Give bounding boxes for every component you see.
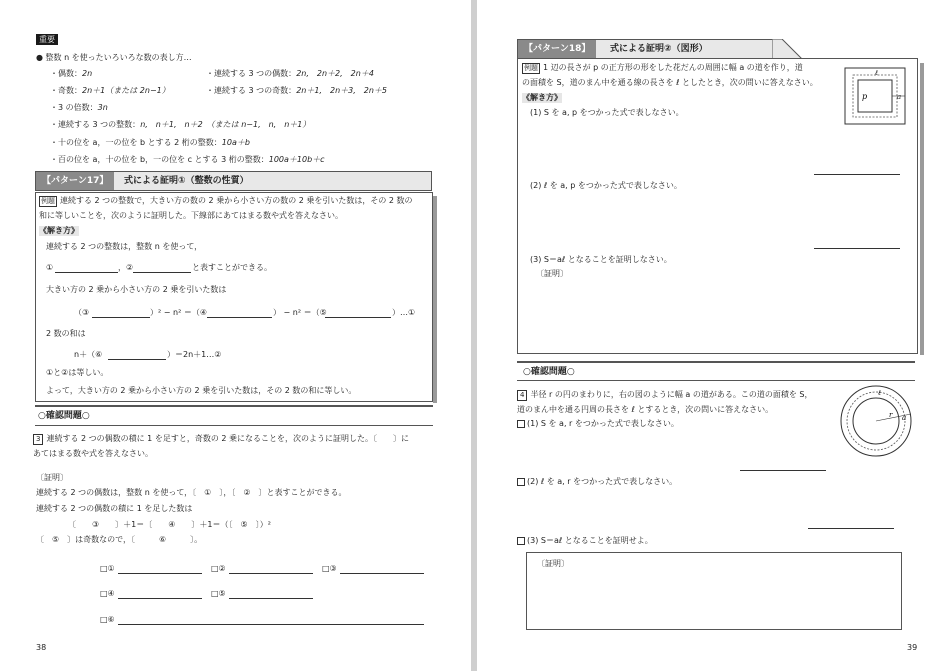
label-p: p [862,92,868,101]
answer-blank-1[interactable] [814,174,900,175]
circle-path-figure [837,384,917,460]
label-a: a [902,414,907,422]
example-text: の面積を S，道のまん中を通る線の長さを ℓ としたとき，次の問いに答えなさい。 [522,78,818,87]
example-text: 例題 1 辺の長さが p の正方形の形をした花だんの周囲に幅 a の道を作り，道 [524,63,803,72]
question-2: (2) ℓ を a, r をつかった式で表しなさい。 [517,477,677,487]
key-line: ・奇数：2n＋1（または 2n−1） [50,86,170,95]
proof-label: 〔証明〕 [36,473,68,482]
question-3: (3) S＝aℓ となることを証明せよ。 [517,536,653,546]
example-text: 例題 連続する 2 つの整数で，大きい方の数の 2 乗から小さい方の数の 2 乗を引いた数は，その 2 数の [41,196,413,205]
key-point-heading: ● 整数 n を使ったいろいろな数の表し方… [36,53,192,62]
solution-line: 連続する 2 つの整数は，整数 n を使って， [46,242,203,251]
proof-label: 〔証明〕 [537,559,569,568]
example-text: 和に等しいことを，次のように証明した。下線部にあてはまる数や式を答えなさい。 [39,211,343,220]
page-number: 38 [36,643,47,652]
question-number: 3 [33,434,43,445]
blank-1[interactable] [55,272,118,273]
solution-line: ①と②は等しい。 [46,368,109,377]
answer-blank-4[interactable] [118,598,202,599]
answer-blank-2[interactable] [814,248,900,249]
answer-label: □② [211,564,226,573]
blank-label: ，② [118,263,134,272]
check-title: ○確認問題○ [523,367,575,377]
banner-tail [772,39,802,59]
key-line: ・連続する 3 つの整数：n, n＋1, n＋2 （または n−1, n, n＋1） [50,120,311,129]
pattern18-label: 【パターン18】 [518,40,596,58]
key-point-tag: 重要 [36,34,58,45]
divider [35,425,433,426]
question-2: (2) ℓ を a, p をつかった式で表しなさい。 [530,181,682,190]
answer-label: □⑥ [100,615,115,624]
proof-answer-box[interactable] [526,552,902,630]
left-page [0,0,471,671]
page-number: 39 [907,643,918,652]
blank-label: ） − n² ＝（⑤ [273,308,327,317]
question-1: (1) S を a, p をつかった式で表しなさい。 [530,108,684,117]
key-line: ・連続する 3 つの奇数：2n＋1, 2n＋3, 2n＋5 [206,86,388,95]
pattern18-title: 式による証明②（図形） [610,44,708,54]
check-question: 4 半径 r の円のまわりに，右の図のように幅 a の道がある。この道の面積を S， [517,390,812,401]
answer-blank-6[interactable] [118,624,424,625]
blank-2[interactable] [133,272,191,273]
solution-line: と表すことができる。 [192,263,272,272]
divider [35,405,433,407]
check-title: ○確認問題○ [38,411,90,421]
check-question: 3 連続する 2 つの偶数の積に 1 を足すと，奇数の 2 乗になることを，次のように証明した。〔 〕に [33,434,409,445]
example-tag: 例題 [41,197,55,205]
solution-tag: 《解き方》 [39,226,79,235]
question-number: 4 [517,390,527,401]
blank-label: n＋（⑥ [74,350,103,359]
divider [517,380,915,381]
proof-line: 〔 ⑤ 〕は奇数なので，〔 ⑥ 〕。 [36,535,203,544]
right-page [477,0,950,671]
blank-3[interactable] [92,317,150,318]
answer-label: □④ [100,589,115,598]
blank-label: ）² − n² ＝（④ [150,308,207,317]
checkbox[interactable] [517,478,525,486]
solution-line: 大きい方の 2 乗から小さい方の 2 乗を引いた数は [46,285,227,294]
answer-label: □① [100,564,115,573]
answer-blank-5[interactable] [229,598,313,599]
pattern17-box [35,192,433,402]
key-line: ・十の位を a，一の位を b とする 2 桁の整数：10a＋b [50,138,250,147]
checkbox[interactable] [517,420,525,428]
square-path-figure [844,67,910,127]
solution-line: ）…① [392,308,416,317]
proof-label: 〔証明〕 [536,269,568,278]
label-r: r [889,411,893,419]
label-l: ℓ [875,69,878,77]
check-question: 道のまん中を通る円周の長さを ℓ とするとき，次の問いに答えなさい。 [517,405,774,414]
blank-4[interactable] [207,317,272,318]
label-a: a [897,93,902,101]
proof-line: 連続する 2 つの偶数は，整数 n を使って，〔 ① 〕，〔 ② 〕と表すことができる。 [36,488,347,497]
pattern17-title: 式による証明①（整数の性質） [124,176,249,186]
blank-label: （③ [74,308,90,317]
answer-blank-2[interactable] [229,573,313,574]
pattern18-banner [517,39,773,59]
example-tag: 例題 [524,64,538,72]
blank-6[interactable] [108,359,166,360]
blank-label: ① [46,263,54,272]
pattern17-banner [35,171,432,191]
answer-label: □③ [322,564,337,573]
solution-line: ）＝2n＋1…② [167,350,222,359]
solution-line: よって，大きい方の 2 乗から小さい方の 2 乗を引いた数は，その 2 数の和に等しい。 [46,386,357,395]
checkbox[interactable] [517,537,525,545]
label-l: ℓ [878,389,881,397]
solution-line: 2 数の和は [46,329,86,338]
proof-line: 連続する 2 つの偶数の積に 1 を足した数は [36,504,193,513]
answer-blank-2[interactable] [808,528,894,529]
question-1: (1) S を a, r をつかった式で表しなさい。 [517,419,679,429]
key-line: ・偶数：2n [50,69,93,78]
pattern17-label: 【パターン17】 [36,172,114,190]
answer-blank-1[interactable] [118,573,202,574]
divider [517,361,915,363]
pattern18-box [517,58,918,354]
blank-5[interactable] [325,317,391,318]
question-3: (3) S＝aℓ となることを証明しなさい。 [530,255,672,264]
solution-tag: 《解き方》 [522,93,562,102]
key-line: ・連続する 3 つの偶数：2n, 2n＋2, 2n＋4 [206,69,374,78]
check-question: あてはまる数や式を答えなさい。 [33,449,153,458]
answer-blank-1[interactable] [740,470,826,471]
proof-line: 〔 ③ 〕＋1＝〔 ④ 〕＋1＝（〔 ⑤ 〕）² [68,520,271,529]
answer-blank-3[interactable] [340,573,424,574]
key-line: ・3 の倍数：3n [50,103,108,112]
answer-label: □⑤ [211,589,226,598]
key-line: ・百の位を a，十の位を b，一の位を c とする 3 桁の整数：100a＋10b＋c [50,155,325,164]
